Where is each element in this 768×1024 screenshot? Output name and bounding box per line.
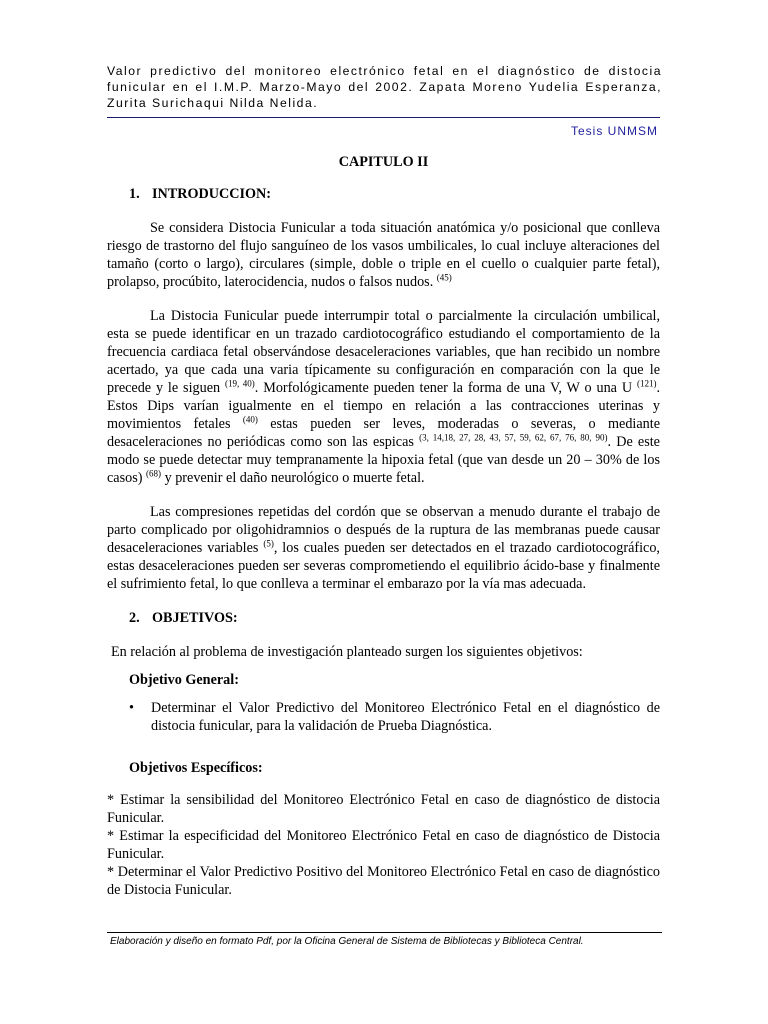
paragraph-text: Se considera Distocia Funicular a toda situación anatómica y/o posicional que conlleva riesgo de trastorno del flujo sanguíneo de los vasos umbilicales, lo cual incluye alteraciones del tamaño (corto o largo), circulares (simple, doble o triple en el cuello o cualquier parte fetal), prolapso, procúbito, laterocidencia, nudos o falsos nudos. <box>107 220 660 290</box>
footer-divider <box>107 932 662 933</box>
citation: (19, 40) <box>224 378 255 389</box>
bullet-icon: • <box>129 700 134 716</box>
specific-objectives-heading: Objetivos Específicos: <box>129 760 263 776</box>
chapter-title: CAPITULO II <box>338 154 429 170</box>
section-title: OBJETIVOS: <box>152 610 238 626</box>
page-body <box>107 147 660 899</box>
specific-objectives-list <box>107 791 660 899</box>
tesis-label: Tesis UNMSM <box>570 124 658 138</box>
paragraph-text: . Morfológicamente pueden tener la forma de una V, W o una U <box>254 380 637 396</box>
section-number: 1. <box>129 186 140 202</box>
section-number: 2. <box>129 610 140 626</box>
section-title: INTRODUCCION: <box>152 186 272 202</box>
objectives-intro: En relación al problema de investigación planteado surgen los siguientes objetivos: <box>111 644 583 660</box>
general-objective-heading: Objetivo General: <box>129 672 239 688</box>
citation: (3, 14,18, 27, 28, 43, 57, 59, 62, 67, 76, 80, 90) <box>419 432 608 443</box>
specific-objective-item: * Estimar la sensibilidad del Monitoreo Electrónico Fetal en caso de diagnóstico de distocia Funicular. <box>107 792 660 826</box>
paragraph-intro-1 <box>107 219 660 291</box>
paragraph-text: . Estos Dips varían igualmente en el tiempo en relación a las contracciones uterinas y movimientos fetales <box>107 380 661 432</box>
general-objective-item <box>129 699 660 735</box>
paragraph-intro-2 <box>107 307 660 487</box>
section-heading-objetivos <box>129 609 660 627</box>
paragraph-text: Las compresiones repetidas del cordón que se observan a menudo durante el trabajo de parto complicado por oligohidramnios o después de la ruptura de las membranas puede causar desaceleraciones variables <box>107 504 660 556</box>
paragraph-text: La Distocia Funicular puede interrumpir total o parcialmente la circulación umbilical, esta se puede identificar en un trazado cardiotocográfico estudiando el comportamiento de la frecuencia cardiaca fetal observándose desaceleraciones variables, que han recibido un nombre acertado, ya que cada una varia típicamente su configuración en comparación con la que le precede y le siguen <box>107 308 660 396</box>
citation: (68) <box>146 468 162 479</box>
paragraph-text: , los cuales pueden ser detectados en el trazado cardiotocográfico, estas desaceleraciones pueden ser severas comprometiendo el equilibrio ácido-base y finalmente el sufrimiento fetal, lo que conlleva a terminar el embarazo por la vía mas adecuada. <box>107 540 660 592</box>
section-heading-introduccion <box>129 185 660 203</box>
running-header: Valor predictivo del monitoreo electrónico fetal en el diagnóstico de distocia funicular en el I.M.P. Marzo-Mayo del 2002. Zapata Moreno Yudelia Esperanza, Zurita Surichaqui Nilda Nelida. <box>107 64 662 110</box>
page-footer: Elaboración y diseño en formato Pdf, por la Oficina General de Sistema de Bibliotecas y Biblioteca Central. <box>110 936 584 947</box>
citation: (45) <box>436 272 452 283</box>
header-divider <box>107 117 660 118</box>
general-objective-text: Determinar el Valor Predictivo del Monitoreo Electrónico Fetal en el diagnóstico de distocia funicular, para la validación de Prueba Diagnóstica. <box>151 700 660 734</box>
paragraph-text: . De este modo se puede detectar muy tempranamente la hipoxia fetal (que van desde un 20 – 30% de los casos) <box>107 434 660 486</box>
citation: (5) <box>263 538 274 549</box>
specific-objective-item: * Determinar el Valor Predictivo Positivo del Monitoreo Electrónico Fetal en caso de diagnóstico de Distocia Funicular. <box>107 864 660 898</box>
citation: (40) <box>242 414 258 425</box>
specific-objective-item: * Estimar la especificidad del Monitoreo Electrónico Fetal en caso de diagnóstico de Distocia Funicular. <box>107 828 660 862</box>
paragraph-text: y prevenir el daño neurológico o muerte fetal. <box>161 470 425 486</box>
paragraph-intro-3 <box>107 503 660 593</box>
citation: (121) <box>636 378 657 389</box>
paragraph-text: estas pueden ser leves, moderadas o severas, o mediante desaceleraciones no periódicas como son las espicas <box>107 416 660 450</box>
